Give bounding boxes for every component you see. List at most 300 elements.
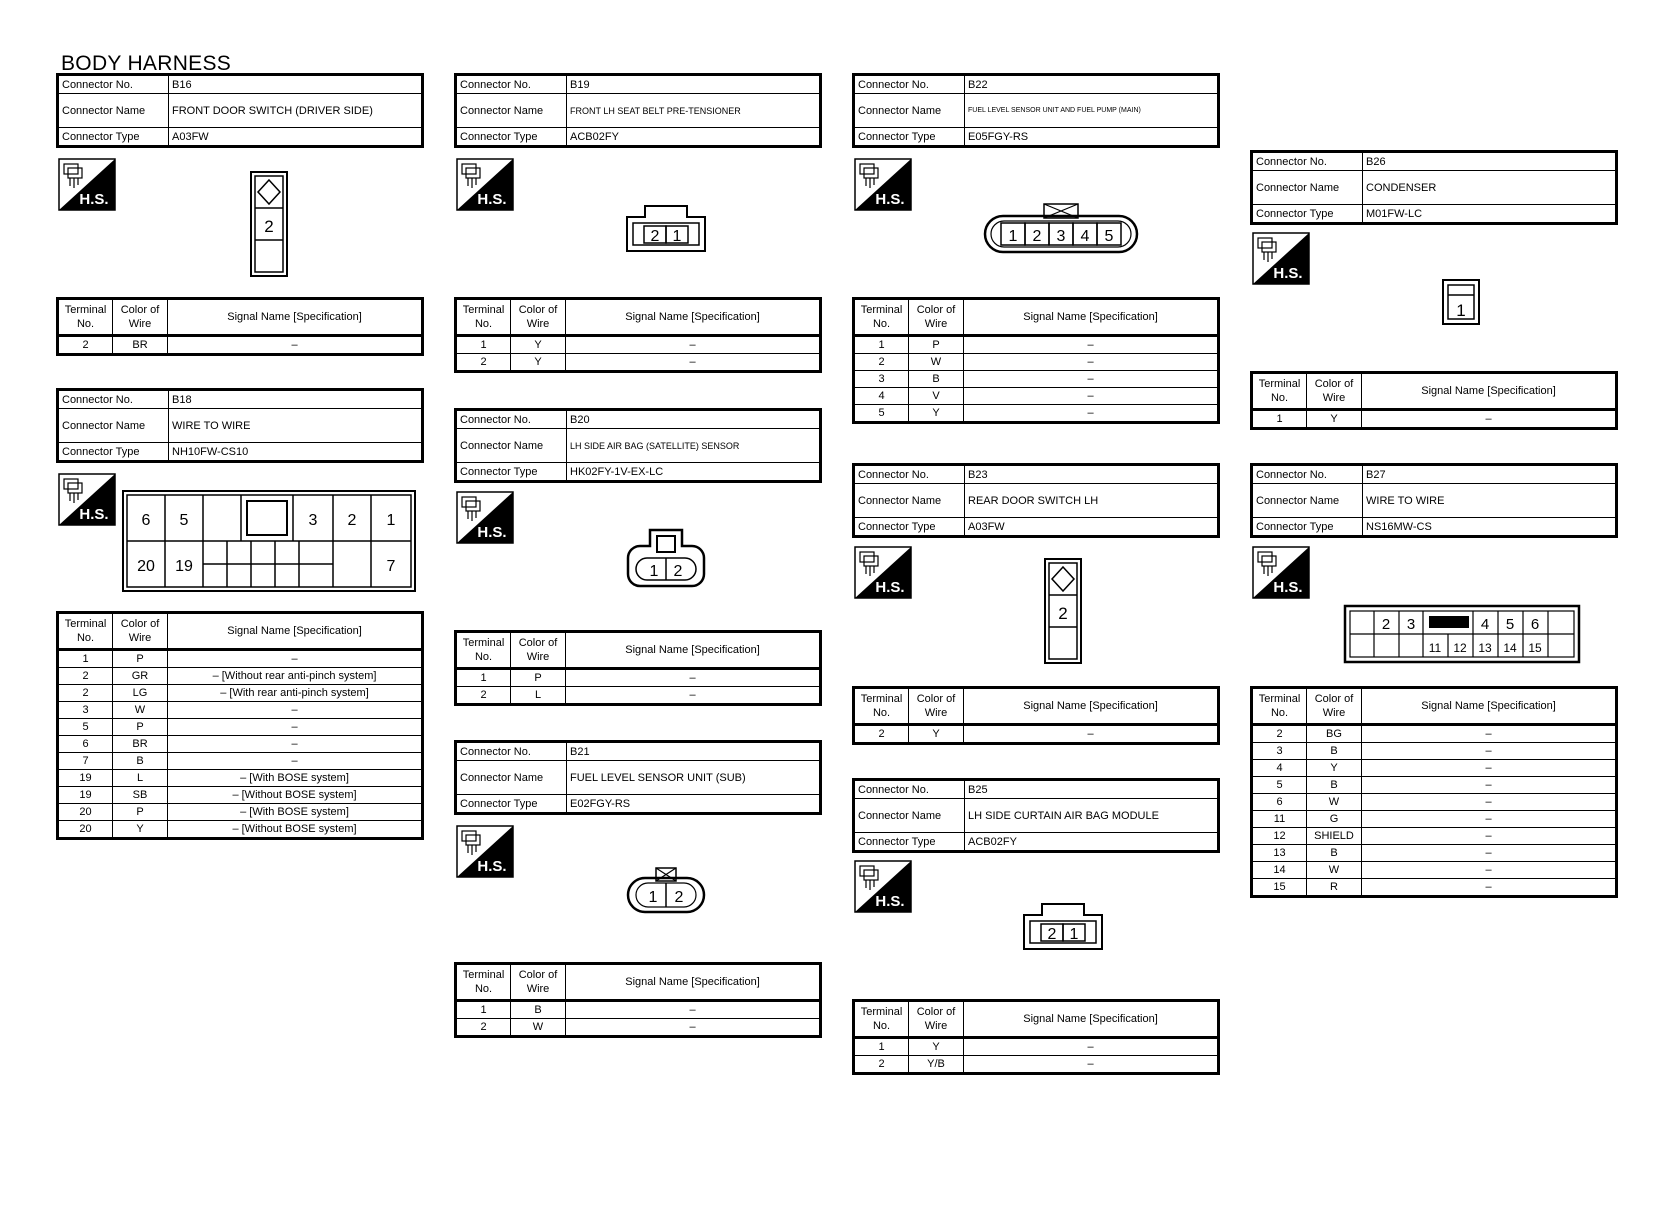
- wire-color: W: [113, 702, 168, 719]
- color-of-wire-header: Color of Wire: [909, 299, 964, 336]
- hs-harness-side-icon: [854, 860, 912, 913]
- terminal-no-header: Terminal No.: [854, 299, 909, 336]
- pin-label: 14: [1503, 641, 1517, 655]
- wire-color: Y: [1307, 410, 1362, 429]
- pin-label: 4: [1480, 616, 1490, 633]
- terminal-no: 11: [1252, 811, 1307, 828]
- connector-face-b23: [1043, 557, 1083, 665]
- connector-type: M01FW-LC: [1363, 205, 1617, 224]
- connector-header-b22: [852, 73, 1220, 148]
- table-row: [1252, 845, 1617, 862]
- terminal-no: 6: [1252, 794, 1307, 811]
- wire-color: L: [113, 770, 168, 787]
- wire-color: B: [1307, 743, 1362, 760]
- pin-label: 4: [1080, 228, 1090, 245]
- label-connector-name: Connector Name: [854, 799, 965, 833]
- connector-name: LH SIDE CURTAIN AIR BAG MODULE: [965, 799, 1219, 833]
- signal-name: –: [168, 702, 423, 719]
- wire-color: SHIELD: [1307, 828, 1362, 845]
- signal-name: –: [1362, 811, 1617, 828]
- pin-label: 1: [672, 228, 682, 245]
- connector-name: LH SIDE AIR BAG (SATELLITE) SENSOR: [567, 429, 821, 463]
- wire-color: B: [1307, 777, 1362, 794]
- label-connector-no: Connector No.: [58, 390, 169, 409]
- hs-harness-side-icon: [456, 491, 514, 544]
- terminal-no-header: Terminal No.: [1252, 688, 1307, 725]
- terminal-no: 4: [1252, 760, 1307, 777]
- terminal-no: 2: [58, 668, 113, 685]
- connector-no: B25: [965, 780, 1219, 799]
- connector-header-b16: [56, 73, 424, 148]
- connector-name: REAR DOOR SWITCH LH: [965, 484, 1219, 518]
- connector-header-b27: [1250, 463, 1618, 538]
- wire-color: GR: [113, 668, 168, 685]
- signal-name-header: Signal Name [Specification]: [1362, 373, 1617, 410]
- hs-harness-side-icon: [456, 825, 514, 878]
- signal-name: – [With BOSE system]: [168, 804, 423, 821]
- connector-type: HK02FY-1V-EX-LC: [567, 463, 821, 482]
- table-row: [456, 669, 821, 687]
- connector-no: B21: [567, 742, 821, 761]
- table-row: [1252, 777, 1617, 794]
- pin-label: 2: [1047, 926, 1057, 943]
- color-of-wire-header: Color of Wire: [511, 299, 566, 336]
- terminal-table-b16: [56, 297, 424, 356]
- signal-name: –: [1362, 862, 1617, 879]
- pin-label: 5: [179, 512, 189, 529]
- terminal-table-b26: [1250, 371, 1618, 430]
- wire-color: Y: [909, 1038, 964, 1056]
- wire-color: W: [909, 354, 964, 371]
- table-row: [456, 1001, 821, 1019]
- terminal-no: 4: [854, 388, 909, 405]
- pin-label: 13: [1478, 641, 1492, 655]
- pin-label: 1: [1008, 228, 1018, 245]
- signal-name: –: [1362, 760, 1617, 777]
- terminal-table-b23: [852, 686, 1220, 745]
- pin-label: 6: [1530, 616, 1540, 633]
- label-connector-name: Connector Name: [58, 94, 169, 128]
- hs-label: H.S.: [79, 191, 109, 208]
- terminal-table-b19: [454, 297, 822, 373]
- pin-label: 7: [386, 558, 396, 575]
- terminal-no: 2: [58, 685, 113, 702]
- signal-name: –: [168, 736, 423, 753]
- signal-name-header: Signal Name [Specification]: [168, 613, 423, 650]
- color-of-wire-header: Color of Wire: [511, 964, 566, 1001]
- pin-label: 2: [1032, 228, 1042, 245]
- connector-type: A03FW: [169, 128, 423, 147]
- signal-name-header: Signal Name [Specification]: [168, 299, 423, 336]
- wire-color: L: [511, 687, 566, 705]
- connector-no: B18: [169, 390, 423, 409]
- terminal-no: 20: [58, 821, 113, 839]
- hs-harness-side-icon: [58, 158, 116, 211]
- table-row: [854, 725, 1219, 744]
- signal-name: –: [1362, 828, 1617, 845]
- wire-color: P: [909, 336, 964, 354]
- signal-name: – [With rear anti-pinch system]: [168, 685, 423, 702]
- terminal-no: 1: [854, 336, 909, 354]
- wire-color: W: [1307, 862, 1362, 879]
- wire-color: Y: [113, 821, 168, 839]
- connector-header-b20: [454, 408, 822, 483]
- signal-name-header: Signal Name [Specification]: [566, 964, 821, 1001]
- table-row: [58, 650, 423, 668]
- pin-label: 2: [1381, 616, 1391, 633]
- wire-color: G: [1307, 811, 1362, 828]
- table-row: [456, 1019, 821, 1037]
- signal-name: –: [964, 354, 1219, 371]
- connector-type: NH10FW-CS10: [169, 443, 423, 462]
- connector-face-b27: [1343, 604, 1581, 664]
- label-connector-type: Connector Type: [1252, 205, 1363, 224]
- table-row: [58, 736, 423, 753]
- connector-no: B23: [965, 465, 1219, 484]
- connector-header-b25: [852, 778, 1220, 853]
- connector-type: ACB02FY: [965, 833, 1219, 852]
- terminal-no: 1: [854, 1038, 909, 1056]
- pin-label: 20: [137, 558, 155, 575]
- pin-label: 19: [175, 558, 193, 575]
- terminal-no: 3: [1252, 743, 1307, 760]
- connector-name: WIRE TO WIRE: [1363, 484, 1617, 518]
- color-of-wire-header: Color of Wire: [511, 632, 566, 669]
- wire-color: P: [113, 719, 168, 736]
- wire-color: W: [1307, 794, 1362, 811]
- wire-color: SB: [113, 787, 168, 804]
- table-row: [456, 336, 821, 354]
- terminal-no: 20: [58, 804, 113, 821]
- wire-color: Y/B: [909, 1056, 964, 1074]
- connector-face-b19: [625, 203, 707, 253]
- pin-label: 2: [674, 889, 684, 906]
- hs-label: H.S.: [477, 858, 507, 875]
- signal-name: –: [566, 1019, 821, 1037]
- connector-header-b18: [56, 388, 424, 463]
- wire-color: P: [113, 804, 168, 821]
- connector-face-b25: [1022, 901, 1104, 951]
- terminal-no: 5: [1252, 777, 1307, 794]
- hs-harness-side-icon: [58, 473, 116, 526]
- label-connector-name: Connector Name: [58, 409, 169, 443]
- color-of-wire-header: Color of Wire: [909, 1001, 964, 1038]
- connector-no: B22: [965, 75, 1219, 94]
- label-connector-name: Connector Name: [456, 94, 567, 128]
- terminal-no: 15: [1252, 879, 1307, 897]
- table-row: [854, 405, 1219, 423]
- wire-color: Y: [511, 354, 566, 372]
- terminal-no: 1: [456, 669, 511, 687]
- connector-face-b26: [1441, 278, 1481, 326]
- pin-label: 1: [386, 512, 396, 529]
- connector-face-b20: [626, 528, 706, 588]
- signal-name: –: [168, 753, 423, 770]
- wire-color: Y: [909, 725, 964, 744]
- wire-color: LG: [113, 685, 168, 702]
- label-connector-no: Connector No.: [854, 465, 965, 484]
- signal-name: –: [964, 725, 1219, 744]
- signal-name: –: [964, 388, 1219, 405]
- label-connector-type: Connector Type: [854, 518, 965, 537]
- connector-no: B19: [567, 75, 821, 94]
- hs-harness-side-icon: [854, 158, 912, 211]
- pin-label: 1: [649, 563, 659, 580]
- wire-color: W: [511, 1019, 566, 1037]
- signal-name: – [With BOSE system]: [168, 770, 423, 787]
- table-row: [456, 687, 821, 705]
- signal-name: –: [1362, 725, 1617, 743]
- terminal-no: 3: [58, 702, 113, 719]
- label-connector-name: Connector Name: [1252, 484, 1363, 518]
- pin-label: 1: [1456, 301, 1466, 320]
- signal-name-header: Signal Name [Specification]: [964, 299, 1219, 336]
- terminal-table-b22: [852, 297, 1220, 424]
- terminal-no-header: Terminal No.: [854, 688, 909, 725]
- color-of-wire-header: Color of Wire: [113, 613, 168, 650]
- signal-name: –: [566, 1001, 821, 1019]
- table-row: [854, 388, 1219, 405]
- connector-header-b26: [1250, 150, 1618, 225]
- connector-header-b21: [454, 740, 822, 815]
- connector-type: E05FGY-RS: [965, 128, 1219, 147]
- wire-color: V: [909, 388, 964, 405]
- signal-name: –: [1362, 845, 1617, 862]
- wire-color: B: [909, 371, 964, 388]
- wire-color: BG: [1307, 725, 1362, 743]
- table-row: [58, 770, 423, 787]
- wire-color: B: [113, 753, 168, 770]
- table-row: [1252, 760, 1617, 777]
- connector-name: FUEL LEVEL SENSOR UNIT AND FUEL PUMP (MAIN): [965, 94, 1219, 128]
- pin-label: 5: [1104, 228, 1114, 245]
- terminal-no-header: Terminal No.: [456, 964, 511, 1001]
- hs-harness-side-icon: [1252, 232, 1310, 285]
- label-connector-no: Connector No.: [456, 75, 567, 94]
- terminal-no: 1: [456, 336, 511, 354]
- terminal-no: 2: [456, 354, 511, 372]
- connector-name: FUEL LEVEL SENSOR UNIT (SUB): [567, 761, 821, 795]
- connector-name: FRONT LH SEAT BELT PRE-TENSIONER: [567, 94, 821, 128]
- signal-name-header: Signal Name [Specification]: [566, 299, 821, 336]
- table-row: [58, 702, 423, 719]
- connector-no: B20: [567, 410, 821, 429]
- table-row: [58, 787, 423, 804]
- pin-label: 3: [1406, 616, 1416, 633]
- connector-name: WIRE TO WIRE: [169, 409, 423, 443]
- label-connector-type: Connector Type: [58, 443, 169, 462]
- signal-name: – [Without BOSE system]: [168, 821, 423, 839]
- table-row: [1252, 862, 1617, 879]
- connector-name: FRONT DOOR SWITCH (DRIVER SIDE): [169, 94, 423, 128]
- label-connector-name: Connector Name: [456, 761, 567, 795]
- terminal-no: 6: [58, 736, 113, 753]
- signal-name-header: Signal Name [Specification]: [566, 632, 821, 669]
- connector-type: NS16MW-CS: [1363, 518, 1617, 537]
- signal-name: –: [566, 687, 821, 705]
- signal-name: –: [566, 354, 821, 372]
- pin-label: 3: [1056, 228, 1066, 245]
- hs-label: H.S.: [875, 579, 905, 596]
- label-connector-no: Connector No.: [456, 410, 567, 429]
- pin-label: 2: [673, 563, 683, 580]
- terminal-table-b21: [454, 962, 822, 1038]
- terminal-no: 13: [1252, 845, 1307, 862]
- pin-label: 3: [308, 512, 318, 529]
- hs-label: H.S.: [477, 524, 507, 541]
- connector-type: ACB02FY: [567, 128, 821, 147]
- terminal-no-header: Terminal No.: [1252, 373, 1307, 410]
- signal-name: –: [1362, 410, 1617, 429]
- wire-color: Y: [1307, 760, 1362, 777]
- connector-name: CONDENSER: [1363, 171, 1617, 205]
- label-connector-no: Connector No.: [854, 75, 965, 94]
- connector-header-b23: [852, 463, 1220, 538]
- label-connector-type: Connector Type: [456, 128, 567, 147]
- wire-color: P: [511, 669, 566, 687]
- terminal-no: 2: [854, 725, 909, 744]
- signal-name-header: Signal Name [Specification]: [964, 688, 1219, 725]
- terminal-no: 2: [1252, 725, 1307, 743]
- signal-name: –: [964, 405, 1219, 423]
- signal-name: – [Without rear anti-pinch system]: [168, 668, 423, 685]
- pin-label: 6: [141, 512, 151, 529]
- connector-face-b16: [249, 170, 289, 278]
- terminal-table-b25: [852, 999, 1220, 1075]
- hs-label: H.S.: [1273, 265, 1303, 282]
- connector-type: E02FGY-RS: [567, 795, 821, 814]
- hs-harness-side-icon: [854, 546, 912, 599]
- hs-label: H.S.: [79, 506, 109, 523]
- connector-type: A03FW: [965, 518, 1219, 537]
- signal-name: –: [168, 650, 423, 668]
- terminal-no-header: Terminal No.: [456, 632, 511, 669]
- pin-label: 1: [1069, 926, 1079, 943]
- terminal-no-header: Terminal No.: [58, 299, 113, 336]
- signal-name: –: [168, 719, 423, 736]
- pin-label: 15: [1528, 641, 1542, 655]
- signal-name-header: Signal Name [Specification]: [964, 1001, 1219, 1038]
- signal-name: –: [964, 1038, 1219, 1056]
- table-row: [1252, 828, 1617, 845]
- wire-color: R: [1307, 879, 1362, 897]
- color-of-wire-header: Color of Wire: [113, 299, 168, 336]
- pin-label: 5: [1505, 616, 1515, 633]
- terminal-no: 2: [854, 1056, 909, 1074]
- table-row: [58, 804, 423, 821]
- connector-face-b18: [121, 489, 417, 593]
- hs-label: H.S.: [875, 893, 905, 910]
- table-row: [1252, 743, 1617, 760]
- terminal-table-b27: [1250, 686, 1618, 898]
- terminal-no: 2: [456, 687, 511, 705]
- connector-face-b22: [983, 202, 1139, 254]
- terminal-no: 19: [58, 770, 113, 787]
- table-row: [1252, 879, 1617, 897]
- table-row: [58, 719, 423, 736]
- terminal-no: 2: [58, 336, 113, 355]
- color-of-wire-header: Color of Wire: [1307, 688, 1362, 725]
- pin-label: 2: [264, 217, 274, 236]
- wire-color: BR: [113, 336, 168, 355]
- terminal-no: 12: [1252, 828, 1307, 845]
- table-row: [456, 354, 821, 372]
- terminal-no: 14: [1252, 862, 1307, 879]
- signal-name: – [Without BOSE system]: [168, 787, 423, 804]
- table-row: [1252, 811, 1617, 828]
- connector-no: B27: [1363, 465, 1617, 484]
- terminal-no: 19: [58, 787, 113, 804]
- signal-name: –: [566, 336, 821, 354]
- connector-face-b21: [626, 866, 706, 914]
- label-connector-name: Connector Name: [1252, 171, 1363, 205]
- terminal-no: 7: [58, 753, 113, 770]
- label-connector-type: Connector Type: [854, 128, 965, 147]
- color-of-wire-header: Color of Wire: [909, 688, 964, 725]
- terminal-no: 2: [854, 354, 909, 371]
- signal-name: –: [168, 336, 423, 355]
- table-row: [58, 821, 423, 839]
- wire-color: BR: [113, 736, 168, 753]
- terminal-no: 1: [58, 650, 113, 668]
- label-connector-name: Connector Name: [456, 429, 567, 463]
- wire-color: Y: [511, 336, 566, 354]
- label-connector-type: Connector Type: [456, 463, 567, 482]
- terminal-no: 1: [456, 1001, 511, 1019]
- table-row: [1252, 794, 1617, 811]
- wire-color: Y: [909, 405, 964, 423]
- label-connector-no: Connector No.: [456, 742, 567, 761]
- label-connector-name: Connector Name: [854, 484, 965, 518]
- signal-name: –: [964, 1056, 1219, 1074]
- terminal-no-header: Terminal No.: [456, 299, 511, 336]
- terminal-no: 1: [1252, 410, 1307, 429]
- table-row: [58, 753, 423, 770]
- table-row: [854, 371, 1219, 388]
- table-row: [1252, 410, 1617, 429]
- terminal-no: 3: [854, 371, 909, 388]
- terminal-no-header: Terminal No.: [58, 613, 113, 650]
- label-connector-name: Connector Name: [854, 94, 965, 128]
- pin-label: 2: [650, 228, 660, 245]
- signal-name: –: [1362, 777, 1617, 794]
- pin-label: 12: [1453, 641, 1467, 655]
- connector-no: B26: [1363, 152, 1617, 171]
- hs-label: H.S.: [1273, 579, 1303, 596]
- label-connector-type: Connector Type: [58, 128, 169, 147]
- hs-harness-side-icon: [456, 158, 514, 211]
- table-row: [58, 336, 423, 355]
- table-row: [1252, 725, 1617, 743]
- label-connector-type: Connector Type: [1252, 518, 1363, 537]
- label-connector-no: Connector No.: [1252, 152, 1363, 171]
- terminal-no: 5: [854, 405, 909, 423]
- table-row: [58, 668, 423, 685]
- table-row: [58, 685, 423, 702]
- connector-no: B16: [169, 75, 423, 94]
- wire-color: P: [113, 650, 168, 668]
- label-connector-type: Connector Type: [456, 795, 567, 814]
- signal-name: –: [1362, 794, 1617, 811]
- label-connector-type: Connector Type: [854, 833, 965, 852]
- pin-label: 2: [347, 512, 357, 529]
- wire-color: B: [511, 1001, 566, 1019]
- signal-name-header: Signal Name [Specification]: [1362, 688, 1617, 725]
- terminal-no: 2: [456, 1019, 511, 1037]
- hs-label: H.S.: [875, 191, 905, 208]
- signal-name: –: [964, 371, 1219, 388]
- signal-name: –: [964, 336, 1219, 354]
